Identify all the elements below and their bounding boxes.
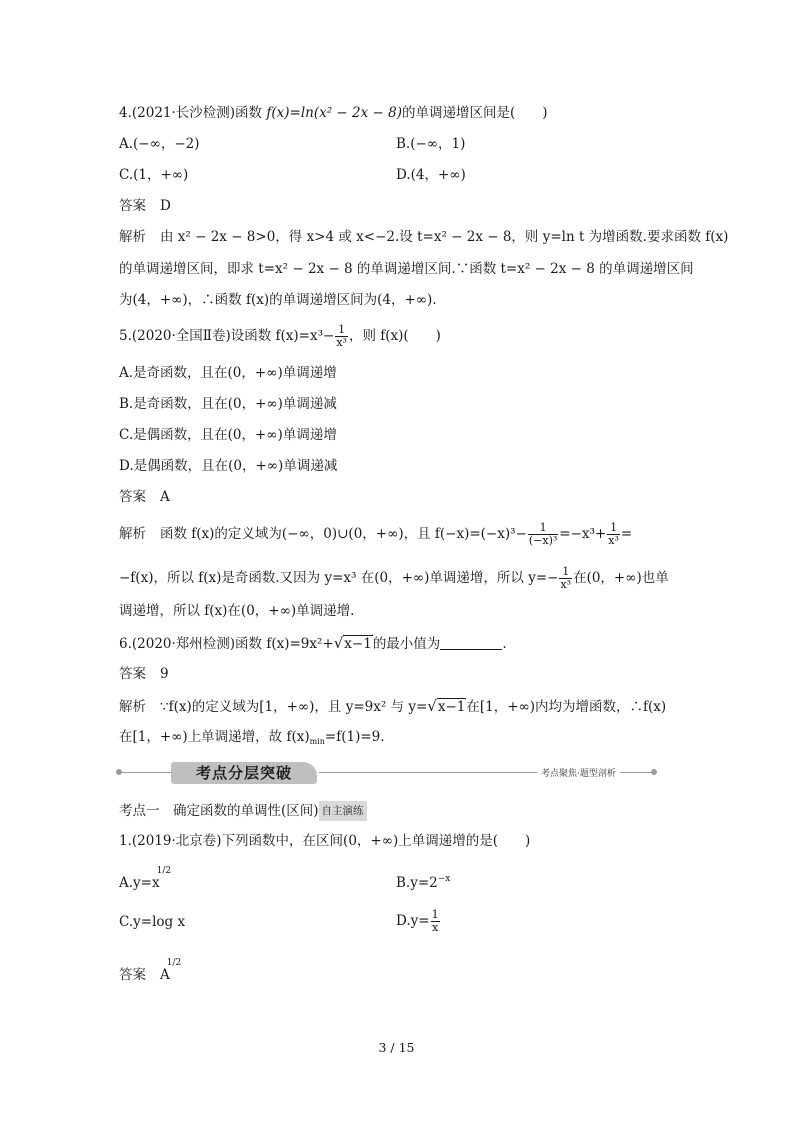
q4-option-c: C.(1，+∞) xyxy=(119,167,189,183)
q6-analysis-line-2: 在[1，+∞)上单调递增，故 $f(x)_{min}=f(1)=9$. xyxy=(119,729,385,746)
topic-badge: 自主演练 xyxy=(319,801,367,821)
section-tag: 考点聚焦·题型剖析 xyxy=(537,766,620,779)
q4-analysis-line-1: 解析 由 x² − 2x − 8>0，得 x>4 或 x<−2.设 t=x² − 2x − 8，则 y=ln t 为增函数.要求函数 f(x) xyxy=(119,229,729,245)
q5-answer xyxy=(119,488,170,506)
section-title: 考点分层突破 xyxy=(171,762,317,784)
q4-option-a: A.(−∞，−2) xyxy=(119,136,200,152)
q4-function: f(x)=ln(x² − 2x − 8) xyxy=(266,105,402,121)
topic-heading: 考点一 确定函数的单调性(区间) 自主演练 xyxy=(119,801,367,821)
fraction: $\frac{1}{\text{x³}}$ xyxy=(336,323,347,349)
fraction: $\frac{1}{x}$ xyxy=(431,908,439,934)
fraction: $\frac{1}{\text{x³}}$ xyxy=(560,565,572,591)
q5-analysis-line-2: −f(x)，所以 f(x)是奇函数.又因为 y=x³ 在(0，+∞)单调递增，所以 y=− $\frac{1}{\text{x³}}$ 在(0，+∞)也单 xyxy=(119,565,669,591)
q4-stem: 4.(2021·长沙检测)函数 f(x)=ln(x² − 2x − 8)的单调递增区间是( ) xyxy=(119,105,548,121)
page-number: 3 / 15 xyxy=(378,1040,415,1055)
q5-analysis-line-3: 调递增，所以 f(x)在(0，+∞)单调递增. xyxy=(119,603,355,619)
q1-answer: 答案 A1/2 xyxy=(119,958,182,983)
answer-label: 答案 xyxy=(119,967,146,983)
banner-rule-left xyxy=(119,772,171,773)
q1-option-b: $B.y=2^{-x}$ xyxy=(396,874,451,891)
q5-stem: 5.(2020·全国Ⅱ卷)设函数 f(x)=x³− $\frac{1}{\text{x³}}$ ，则 f(x)( ) xyxy=(119,323,441,349)
q6-answer xyxy=(119,665,169,683)
fraction: $\frac{1}{\text{x³}}$ xyxy=(608,521,619,547)
answer-value: D xyxy=(160,198,171,214)
answer-label: 答案 xyxy=(119,198,146,214)
q5-analysis-line-1: 解析 函数 f(x)的定义域为(−∞，0)∪(0，+∞)，且 f(−x)=(−x)³− $\frac{1}{\text{(−x)³}}$ =−x³+ $\frac{1}{\text{x³}}$ = xyxy=(119,521,633,547)
analysis-label: 解析 xyxy=(119,526,146,542)
q5-option-b: B.是奇函数，且在(0，+∞)单调递减 xyxy=(119,396,337,412)
square-root: √x−1 xyxy=(427,697,466,715)
square-root: √x−1 xyxy=(333,634,372,652)
answer-label: 答案 xyxy=(119,666,146,682)
section-banner xyxy=(119,762,679,784)
q4-option-d: D.(4，+∞) xyxy=(396,167,466,183)
q5-option-d: D.是偶函数，且在(0，+∞)单调递减 xyxy=(119,458,338,474)
q1-stem: 1.(2019·北京卷)下列函数中，在区间(0，+∞)上单调递增的是( ) xyxy=(119,833,531,849)
answer-blank xyxy=(440,637,502,650)
q1-option-a: A.y=x1/2 xyxy=(119,866,172,891)
q1-option-c: C.y=log x xyxy=(119,914,186,930)
analysis-label: 解析 xyxy=(119,229,146,245)
answer-value: A xyxy=(160,967,170,983)
q5-option-c: C.是偶函数，且在(0，+∞)单调递增 xyxy=(119,427,337,443)
q4-analysis-line-2: 的单调递增区间，即求 t=x² − 2x − 8 的单调递增区间.∵函数 t=x² − 2x − 8 的单调递增区间 xyxy=(119,261,694,277)
q6-stem: 6.(2020·郑州检测)函数 f(x)=9x²+√x−1的最小值为 . xyxy=(119,634,507,652)
q4-option-b: B.(−∞，1) xyxy=(396,136,466,152)
q4-analysis-line-3: 为(4，+∞)，∴函数 f(x)的单调递增区间为(4，+∞). xyxy=(119,292,437,308)
q1-option-d: D.y= $\frac{1}{x}$ xyxy=(396,908,439,934)
q5-option-a: A.是奇函数，且在(0，+∞)单调递增 xyxy=(119,365,337,381)
q6-analysis-line-1: 解析 ∵f(x)的定义域为[1，+∞)，且 y=9x² 与 y=√x−1在[1，+∞)内均为增函数，∴f(x) xyxy=(119,697,667,715)
fraction: $\frac{1}{\text{(−x)³}}$ xyxy=(528,521,558,547)
banner-dot xyxy=(651,769,657,775)
analysis-label: 解析 xyxy=(119,699,146,715)
answer-value: A xyxy=(160,489,170,505)
answer-value: 9 xyxy=(160,666,169,682)
answer-label: 答案 xyxy=(119,489,146,505)
q4-answer xyxy=(119,197,171,215)
